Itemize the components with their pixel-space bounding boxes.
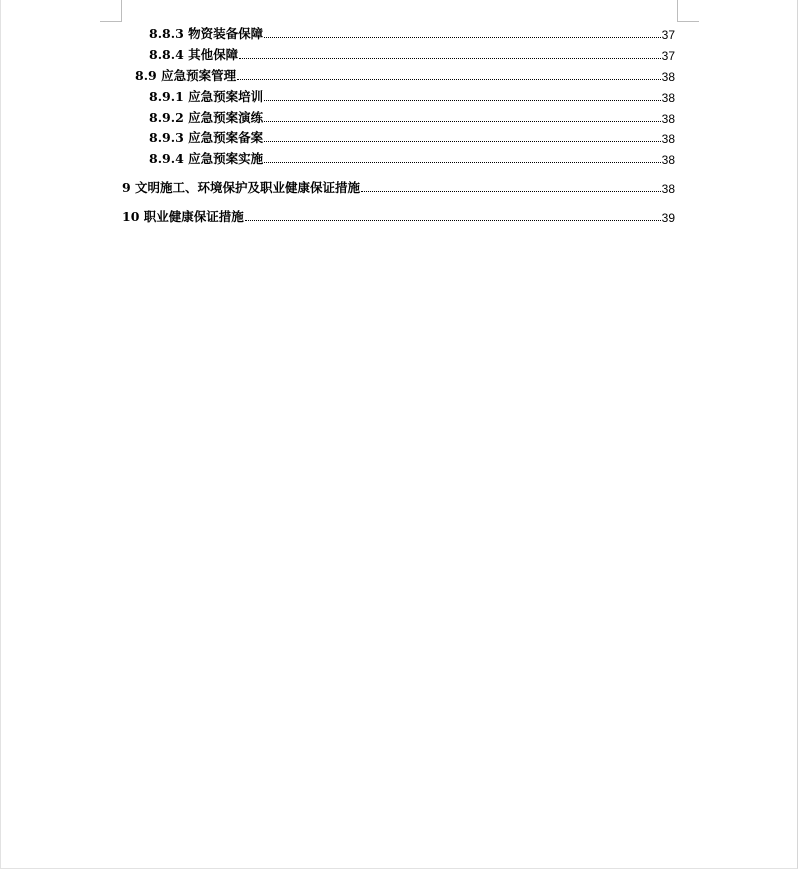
toc-entry-title: 8.9.3 应急预案备案: [149, 130, 264, 145]
toc-page-number: 38: [661, 132, 675, 146]
toc-entry-title: 10 职业健康保证措施: [122, 209, 244, 224]
toc-dot-leader: [264, 141, 660, 142]
toc-entry[interactable]: [122, 208, 675, 225]
toc-dot-leader: [264, 121, 660, 122]
toc-dot-leader: [237, 79, 661, 80]
toc-entry[interactable]: [122, 179, 675, 196]
toc-page-number: 37: [661, 49, 675, 63]
toc-dot-leader: [361, 191, 661, 192]
toc-entry-title: 8.8.4 其他保障: [149, 47, 239, 62]
toc-page-number: 38: [661, 182, 675, 196]
toc-entry-title: 8.8.3 物资装备保障: [149, 26, 264, 41]
toc-page-number: 39: [661, 211, 675, 225]
toc-entry-title: 9 文明施工、环境保护及职业健康保证措施: [122, 180, 361, 195]
toc-entry[interactable]: [135, 67, 675, 84]
toc-dot-leader: [245, 220, 661, 221]
toc-page-number: 38: [661, 112, 675, 126]
toc-dot-leader: [239, 58, 660, 59]
toc-entry[interactable]: [149, 88, 675, 105]
toc-dot-leader: [264, 162, 660, 163]
toc-dot-leader: [264, 100, 660, 101]
toc-page-number: 38: [661, 153, 675, 167]
toc-entry[interactable]: [149, 129, 675, 146]
toc-entry[interactable]: [149, 25, 675, 42]
toc-entry-title: 8.9 应急预案管理: [135, 68, 237, 83]
toc-entry[interactable]: [149, 46, 675, 63]
toc-dot-leader: [264, 37, 660, 38]
toc-entry-title: 8.9.1 应急预案培训: [149, 89, 264, 104]
top-right-margin-mark: [677, 0, 699, 22]
toc-entry[interactable]: [149, 150, 675, 167]
toc-entry[interactable]: [149, 109, 675, 126]
top-left-margin-mark: [100, 0, 122, 22]
toc-page-number: 37: [661, 28, 675, 42]
toc-entry-title: 8.9.4 应急预案实施: [149, 151, 264, 166]
toc-page-number: 38: [661, 91, 675, 105]
toc-entry-title: 8.9.2 应急预案演练: [149, 110, 264, 125]
toc-page-number: 38: [661, 70, 675, 84]
